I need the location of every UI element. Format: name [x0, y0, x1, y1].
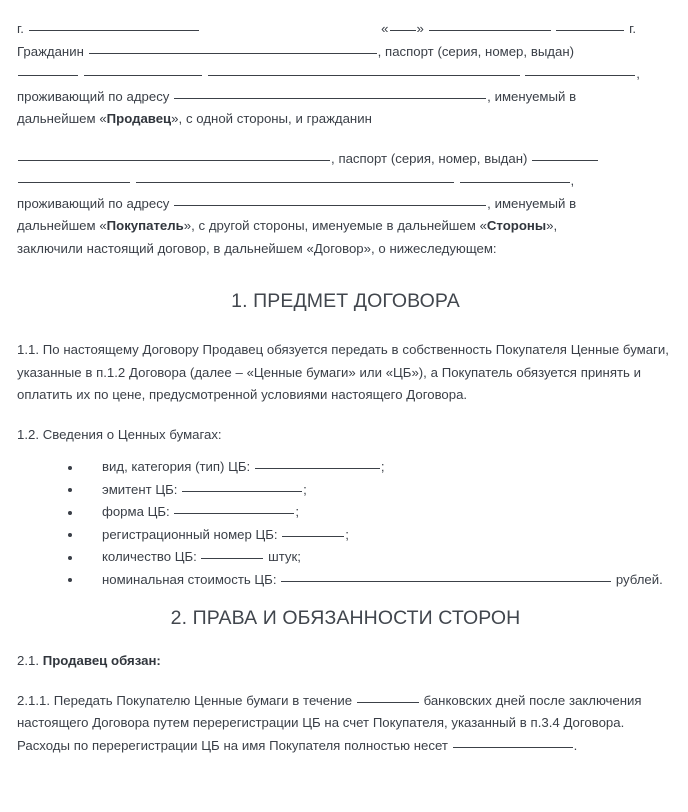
parties-quote-close: »,	[546, 218, 558, 233]
buyer-passport-row	[17, 170, 674, 193]
securities-item-label: форма ЦБ:	[102, 504, 170, 519]
buyer-address-blank[interactable]	[174, 194, 486, 206]
buyer-designation-row	[17, 215, 674, 238]
securities-item-blank[interactable]	[255, 457, 380, 469]
list-item	[17, 456, 674, 479]
list-item	[17, 546, 674, 569]
securities-item-blank[interactable]	[282, 525, 344, 537]
clause-2-1-1-text-part1: 2.1.1. Передать Покупателю Ценные бумаги в течение	[17, 692, 353, 708]
clause-2-1	[17, 650, 674, 673]
buyer-quote-close: »	[183, 218, 192, 233]
securities-item-blank[interactable]	[281, 570, 611, 582]
clause-1-2: 1.2. Сведения о Ценных бумагах:	[17, 426, 222, 442]
header-city-date-row	[17, 18, 674, 41]
buyer-role-name: Покупатель	[106, 218, 184, 233]
buyer-address-row	[17, 193, 674, 216]
buyer-fullname-blank[interactable]	[18, 149, 330, 161]
clause-2-1-1-period: .	[573, 737, 578, 753]
securities-item-suffix: штук;	[268, 549, 301, 564]
day-blank[interactable]	[390, 19, 416, 31]
securities-item-suffix: ;	[295, 504, 300, 519]
seller-designation-row	[17, 108, 674, 131]
seller-address-blank[interactable]	[174, 87, 486, 99]
securities-list	[17, 456, 674, 591]
securities-item-label: регистрационный номер ЦБ:	[102, 526, 278, 542]
seller-address-row	[17, 86, 674, 109]
securities-item-suffix: рублей.	[615, 571, 663, 587]
expenses-bearer-blank[interactable]	[453, 736, 573, 748]
buyer-name-row	[17, 148, 674, 171]
securities-item-suffix: ;	[345, 526, 349, 542]
buyer-passport-comma: ,	[331, 150, 335, 166]
city-prefix-label: г.	[17, 21, 24, 36]
year-suffix-label: г.	[629, 21, 637, 36]
buyer-passport-label: паспорт (серия, номер, выдан)	[338, 150, 528, 166]
seller-passport-issuer-blank[interactable]	[208, 64, 520, 76]
securities-item-label: вид, категория (тип) ЦБ:	[102, 459, 251, 474]
seller-passport-comma: ,	[636, 66, 640, 81]
clause-2-1-number: 2.1.	[17, 653, 39, 668]
buyer-tail-text: , с другой стороны, именуемые в дальнейшем	[191, 218, 476, 233]
seller-fullname-blank[interactable]	[89, 42, 377, 54]
seller-role-name: Продавец	[106, 111, 172, 126]
securities-item-blank[interactable]	[182, 480, 302, 492]
buyer-passport-series-blank[interactable]	[532, 149, 598, 161]
address-label-seller: проживающий по адресу	[17, 88, 170, 104]
clause-1-1: 1.1. По настоящему Договору Продавец обязуется передать в собственность Покупателя Ценные бумаги, указанные в п.1.2 Договора (далее – «Ценные бумаги» или «ЦБ»), а Покупатель обязуется принять и оплатить их по цене, предусмотренной условиями настоящего Договора.	[17, 342, 669, 402]
section1-heading: 1. ПРЕДМЕТ ДОГОВОРА	[231, 290, 460, 312]
list-item	[17, 569, 674, 592]
list-item	[17, 501, 674, 524]
spacer-after-section2-title	[17, 630, 674, 650]
hereinafter-label-buyer: дальнейшем	[17, 218, 96, 233]
spacer-after-securities-list	[17, 591, 674, 607]
seller-named-as: , именуемый в	[487, 88, 577, 104]
securities-item-suffix: ;	[380, 459, 385, 474]
buyer-named-as: , именуемый в	[487, 195, 577, 211]
banking-days-blank[interactable]	[357, 691, 419, 703]
securities-item-label: номинальная стоимость ЦБ:	[102, 571, 277, 587]
parties-role-name: Стороны	[486, 218, 547, 233]
securities-item-label: эмитент ЦБ:	[102, 481, 178, 497]
address-label-buyer: проживающий по адресу	[17, 195, 170, 211]
buyer-passport-date-blank[interactable]	[460, 171, 570, 183]
buyer-passport-issuer-blank[interactable]	[136, 171, 454, 183]
date-close-quote: »	[416, 21, 424, 36]
month-blank[interactable]	[429, 19, 551, 31]
spacer-after-section1-title	[17, 313, 674, 339]
spacer-before-section1-title	[17, 260, 674, 290]
parties-quote-open: «	[479, 218, 487, 233]
securities-item-blank[interactable]	[174, 502, 294, 514]
seller-passport-number-blank[interactable]	[84, 64, 202, 76]
citizen-label: Гражданин	[17, 43, 84, 59]
securities-item-suffix: ;	[303, 481, 307, 497]
preamble-conclusion-row: заключили настоящий договор, в дальнейшем «Договор», о нижеследующем:	[17, 240, 497, 256]
seller-passport-label: , паспорт (серия, номер, выдан)	[377, 43, 575, 59]
securities-item-blank[interactable]	[201, 547, 263, 559]
seller-quote-open: «	[99, 111, 107, 126]
securities-item-label: количество ЦБ:	[102, 549, 197, 564]
hereinafter-label-seller: дальнейшем	[17, 111, 96, 126]
clause-2-1-1-text-part2: банковских дней после заключения настоящего Договора путем перерегистрации ЦБ на счет Покупателя, указанный в п.3.4 Договора. Расходы по перерегистрации ЦБ на имя Покупателя полностью несет	[17, 692, 642, 753]
list-item	[17, 524, 674, 547]
seller-quote-close: »	[171, 111, 179, 126]
year-blank[interactable]	[556, 19, 624, 31]
city-blank[interactable]	[29, 19, 199, 31]
buyer-passport-number-blank[interactable]	[18, 171, 130, 183]
seller-passport-row	[17, 63, 674, 86]
section2-heading: 2. ПРАВА И ОБЯЗАННОСТИ СТОРОН	[170, 607, 521, 629]
seller-passport-date-blank[interactable]	[525, 64, 635, 76]
spacer-before-securities-list	[17, 446, 674, 456]
date-open-quote: «	[381, 21, 389, 36]
list-item	[17, 479, 674, 502]
seller-passport-series-blank[interactable]	[18, 64, 78, 76]
seller-tail-text: , с одной стороны, и гражданин	[178, 111, 372, 126]
seller-name-row	[17, 41, 674, 64]
buyer-quote-open: «	[99, 218, 107, 233]
clause-2-1-bold-text: Продавец обязан:	[42, 653, 161, 668]
buyer-passport-comma-2: ,	[570, 173, 575, 188]
clause-2-1-1	[17, 690, 674, 758]
